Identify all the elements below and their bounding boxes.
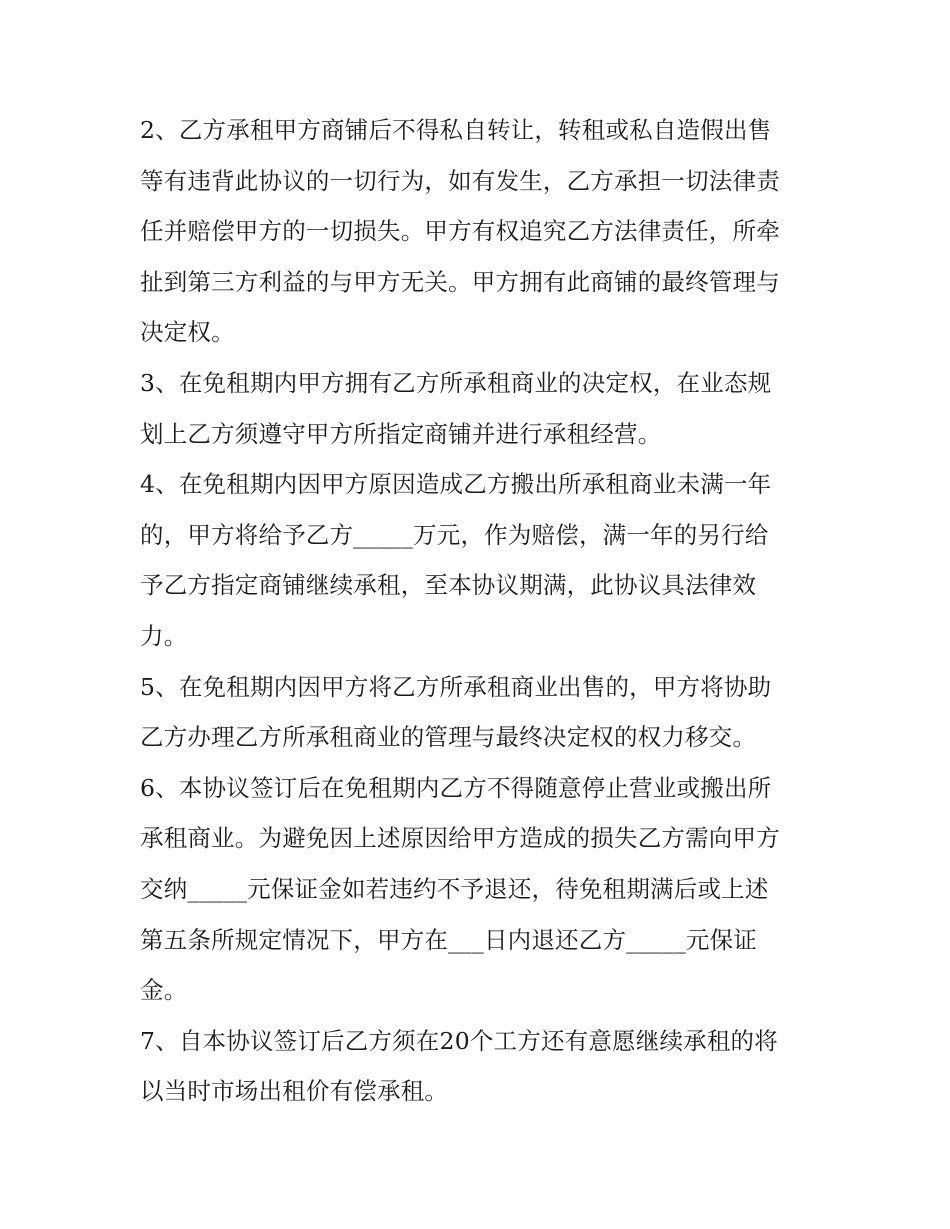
clause-2 (140, 105, 820, 358)
text-line: 5、在免租期内因甲方将乙方所承租商业出售的，甲方将协助 (140, 672, 772, 701)
text-line: 乙方办理乙方所承租商业的管理与最终决定权的权力移交。 (140, 723, 757, 752)
text-line: 6、本协议签订后在免租期内乙方不得随意停止营业或搬出所 (140, 773, 772, 802)
clause-4 (140, 459, 820, 661)
text-line: 等有违背此协议的一切行为，如有发生，乙方承担一切法律责 (140, 166, 780, 195)
text-line: 划上乙方须遵守甲方所指定商铺并进行承租经营。 (140, 419, 662, 448)
clause-6 (140, 763, 820, 1016)
text-line: 扯到第三方利益的与甲方无关。甲方拥有此商铺的最终管理与 (140, 267, 780, 296)
text-line: 第五条所规定情况下，甲方在___日内退还乙方_____元保证 (140, 925, 757, 954)
text-line: 以当时市场出租价有偿承租。 (140, 1077, 449, 1106)
text-line: 2、乙方承租甲方商铺后不得私自转让，转租或私自造假出售 (140, 116, 772, 144)
text-line: 承租商业。为避免因上述原因给甲方造成的损失乙方需向甲方 (140, 824, 780, 853)
text-line: 决定权。 (140, 318, 235, 347)
text-line: 4、在免租期内因甲方原因造成乙方搬出所承租商业未满一年 (140, 470, 772, 499)
clause-5 (140, 662, 820, 763)
text-line: 的，甲方将给予乙方_____万元，作为赔偿，满一年的另行给 (140, 520, 769, 549)
text-line: 予乙方指定商铺继续承租，至本协议期满，此协议具法律效 (140, 571, 757, 600)
clause-3 (140, 358, 820, 459)
text-line: 3、在免租期内甲方拥有乙方所承租商业的决定权，在业态规 (140, 368, 772, 397)
text-line: 任并赔偿甲方的一切损失。甲方有权追究乙方法律责任，所牵 (140, 217, 780, 246)
text-line: 7、自本协议签订后乙方须在20个工方还有意愿继续承租的将 (140, 1026, 778, 1055)
text-line: 金。 (140, 976, 188, 1005)
text-line: 交纳_____元保证金如若违约不予退还，待免租期满后或上述 (140, 874, 769, 903)
clause-7 (140, 1016, 820, 1117)
document-body (140, 105, 820, 1117)
text-line: 力。 (140, 621, 188, 650)
